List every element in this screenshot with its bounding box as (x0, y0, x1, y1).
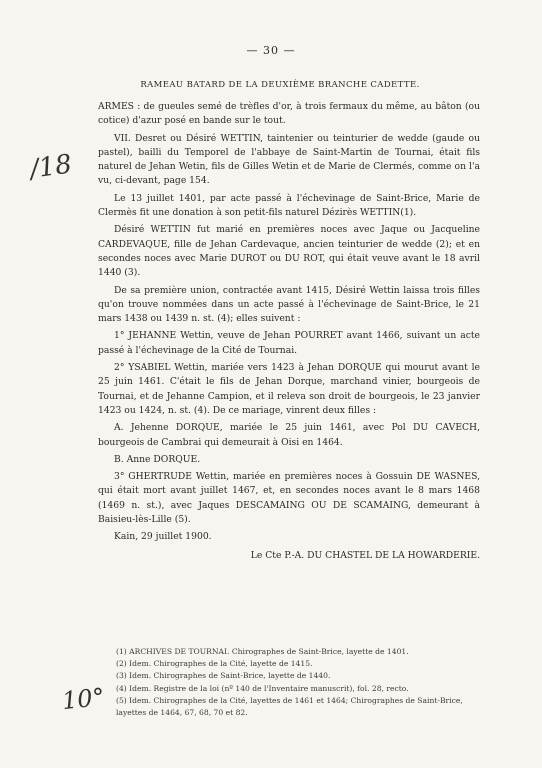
paragraph: 2° YSABIEL Wettin, mariée vers 1423 à Jehan DORQUE qui mourut avant le 25 juin 1461. C'était le fils de Jehan Dorque, marchand vinier, bourgeois de Tournai, et de Jehanne Campion, et il releva son droit de bourgeois, le 23 janvier 1423 ou 1424, n. st. (4). De ce mariage, vinrent deux filles : (98, 362, 480, 416)
paragraph: Désiré WETTIN fut marié en premières noces avec Jaque ou Jacqueline CARDEVAQUE, fille de Jehan Cardevaque, ancien teinturier de wedde (2); et en secondes noces avec Marie DUROT ou DU ROT, qui était veuve avant le 18 avril 1440 (3). (98, 224, 480, 279)
footnote: (4) Idem. Registre de la loi (nº 140 de l'Inventaire manuscrit), fol. 28, recto. (116, 683, 409, 693)
paragraph: VII. Desret ou Désiré WETTIN, taintenier ou teinturier de wedde (gaude ou pastel), bailli du Temporel de l'abbaye de Saint-Martin de Tournai, était fils naturel de Jehan Wetin, fils de Gilles Wetin et de Marie de Clermés, comme on l'a vu, ci-devant, page 154. (98, 132, 480, 187)
handwritten-margin-note: 10° (60, 682, 106, 716)
page-number: — 30 — (246, 44, 296, 57)
place-date: Kain, 29 juillet 1900. (114, 531, 212, 543)
footnote: (3) Idem. Chirographes de Saint-Brice, layette de 1440. (116, 671, 331, 681)
signature: Le Cte P.-A. DU CHASTEL DE LA HOWARDERIE. (250, 549, 480, 561)
arms-paragraph: ARMES : de gueules semé de trèfles d'or, à trois fermaux du même, au bâton (ou cotice) d'azur posé en bande sur le tout. (98, 101, 480, 127)
paragraph: De sa première union, contractée avant 1415, Désiré Wettin laissa trois filles qu'on trouve nommées dans un acte passé à l'échevinage de Saint-Brice, le 21 mars 1438 ou 1439 n. st. (4); elles suivent : (98, 284, 480, 325)
footnotes (116, 646, 478, 719)
handwritten-margin-note: /18 (28, 149, 74, 185)
section-heading: RAMEAU BATARD DE LA DEUXIÈME BRANCHE CADETTE. (140, 80, 420, 90)
footnote: (2) Idem. Chirographes de la Cité, layette de 1415. (116, 659, 313, 669)
paragraph: Le 13 juillet 1401, par acte passé à l'échevinage de Saint-Brice, Marie de Clermès fit une donation à son petit-fils naturel Dézirès WETTIN(1). (98, 192, 480, 219)
body-text (98, 100, 480, 566)
paragraph: 3° GHERTRUDE Wettin, mariée en premières noces à Gossuin DE WASNES, qui était mort avant juillet 1467, et, en secondes noces avant le 8 mars 1468 (1469 n. st.), avec Jaques DESCAMAING OU DE SCAMAING, demeurant à Baisieu-lès-Lille (5). (98, 471, 480, 526)
footnote: (5) Idem. Chirographes de la Cité, layettes de 1461 et 1464; Chirographes de Saint-Brice, layettes de 1464, 67, 68, 70 et 82. (116, 695, 463, 718)
paragraph: 1° JEHANNE Wettin, veuve de Jehan POURRET avant 1466, suivant un acte passé à l'échevinage de la Cité de Tournai. (98, 330, 480, 356)
footnote: (1) ARCHIVES DE TOURNAI. Chirographes de Saint-Brice, layette de 1401. (116, 647, 409, 656)
paragraph: A. Jehenne DORQUE, mariée le 25 juin 1461, avec Pol DU CAVECH, bourgeois de Cambrai qui demeurait à Oisi en 1464. (98, 422, 480, 448)
paragraph: B. Anne DORQUE. (114, 453, 201, 465)
